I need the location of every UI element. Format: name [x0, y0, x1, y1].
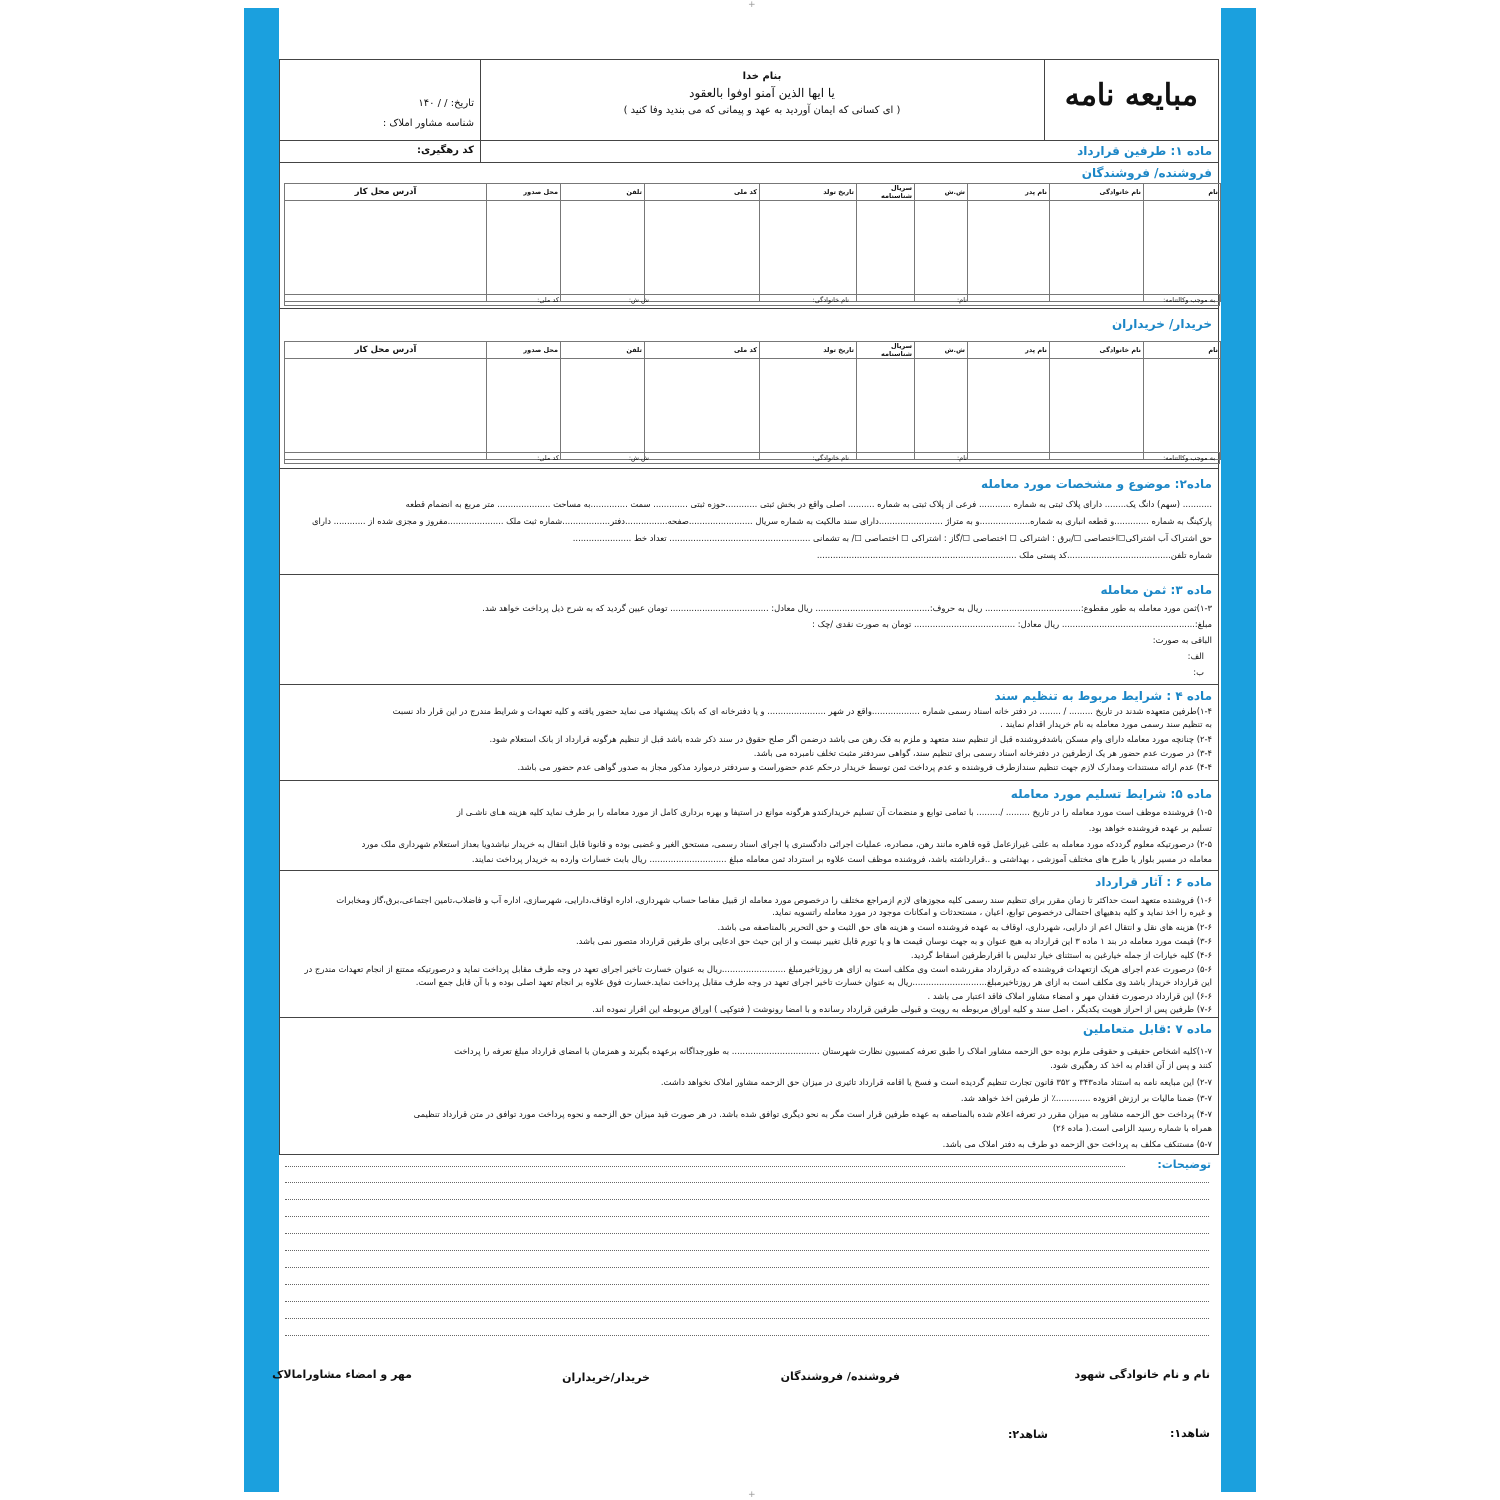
article6-line: ۴-۶) کلیه خیارات از جمله خیارغبن به استثنای خیار تدلیس با اقرارطرفین اسقاط گردید. [910, 950, 1212, 960]
article4-line: به تنظیم سند رسمی مورد معامله به نام خریدار اقدام نمایند . [1000, 719, 1212, 729]
article7-line: همراه با شماره رسید الزامی است.( ماده ۲۶) [1052, 1123, 1212, 1133]
article5-title: ماده ۵: شرایط تسلیم مورد معامله [1010, 787, 1212, 801]
article6-line: این قرارداد خریدار باشد وی مکلف است به ازای هر روزتاخیرمبلغ............................ریال به عنوان خسارت تاخیر اجرای تعهد در وجه طرف مقابل پرداخت نماید.خسارت فوق علاوه بر انجام تعهد اصلی بوده و با آن قابل جمع است. [415, 977, 1212, 987]
notes-line[interactable] [285, 1216, 1209, 1217]
tracking-row [279, 141, 1219, 163]
col-first-name: نام [1144, 342, 1221, 359]
witness1-field[interactable]: شاهد۱: [1169, 1427, 1210, 1440]
agent-national-code-label: کد ملی: [537, 454, 559, 462]
article2-line[interactable]: حق اشتراک آب اشتراکی☐اختصاصی ☐/برق : اشتراکی ☐ اختصاصی ☐/گاز : اشتراکی ☐ اختصاصی ☐/ به تشمانی ..................................................... تعداد خط ...................... [572, 533, 1212, 543]
article6-line: و غیره را اخذ نماید و کلیه بدهیهای احتمالی درخصوص توابع، اعیان ، مستحدثات و امکانات موجود در مورد معامله راتسویه نماید. [772, 907, 1212, 917]
agent-id-label: ش.ش: [628, 454, 649, 462]
buyers-section [279, 309, 1219, 469]
agent-family-label: نام خانوادگی: [812, 454, 849, 462]
article7-line: کنند و پس از آن اقدام به اخذ کد رهگیری شود. [1050, 1060, 1212, 1070]
seller-agent-row[interactable] [284, 294, 1220, 306]
col-id-serial: سریال شناسنامه [857, 342, 915, 359]
date-block [288, 94, 474, 134]
advisor-seal-label: مهر و امضاء مشاورامالاک [272, 1368, 412, 1381]
tracking-divider [480, 141, 481, 162]
contract-header [279, 59, 1219, 141]
advisor-id-field[interactable]: شناسه مشاور املاک : [382, 118, 474, 129]
col-phone: تلفن [561, 342, 645, 359]
agent-name-label: نام: [956, 296, 967, 304]
header-verse-block [480, 68, 1044, 119]
witness2-field[interactable]: شاهد۲: [1007, 1428, 1048, 1441]
col-work-address: آدرس محل کار [285, 184, 487, 201]
article4-line: ۱-۴)طرفین متعهده شدند در تاریخ ......... / ........ در دفتر خانه اسناد رسمی شماره ..................واقع در شهر ...................... و یا دفترخانه ای که بانک پیشنهاد می نماید حضور یافته و کلیه تعهدات و شرایط مندرج در این قرار داد نسبت [392, 706, 1212, 716]
notes-line[interactable] [285, 1284, 1209, 1285]
article7-section [279, 1018, 1219, 1155]
notes-label: توضیحات: [1157, 1158, 1211, 1171]
contract-page [279, 59, 1221, 1154]
buyers-title: خریدار/ خریداران [1111, 317, 1212, 331]
article7-line: ۴-۷) پرداخت حق الزحمه مشاور به میزان مقرر در تعرفه اعلام شده بالمناصفه به عهده طرفین قرار است مگر به نحو دیگری توافق شده باشد. در هر صورت قید میزان حق الزحمه و نحوه پرداخت مورد توافق در متن قرارداد تنظیمی [413, 1109, 1212, 1119]
article6-line: ۵-۶) درصورت عدم اجرای هریک ازتعهدات فروشنده که درقرارداد مقررشده است وی مکلف است به ازای هر روزتاخیرمبلغ ........................ریال به عنوان خسارت تاخیر اجرای تعهد در وجه طرف مقابل پرداخت نماید و درصورتیکه ممتنع از انجام تعهدات مندرج در [304, 964, 1212, 974]
buyer-signature-label: خریدار/خریداران [562, 1371, 650, 1384]
sellers-title: فروشنده/ فروشندگان [1081, 166, 1212, 180]
article4-line: ۴-۴) عدم ارائه مستندات ومدارک لازم جهت تنظیم سندازطرف فروشنده و عدم پرداخت ثمن توسط خریدار درحکم عدم حضوراست و سردفتر درموارد مذکور مجاز به صدور گواهی عدم حضور می باشد. [517, 762, 1212, 772]
article6-line: ۲-۶) هزینه های نقل و انتقال اعم از دارایی، شهرداری، اوقاف به عهده فروشنده است و هزینه های حق الثبت و حق التحریر بالمناصفه می باشد. [717, 922, 1212, 932]
crop-mark-bottom: + [748, 1490, 756, 1500]
article2-title: ماده۲: موضوع و مشخصات مورد معامله [981, 477, 1212, 491]
col-id-serial: سریال شناسنامه [857, 184, 915, 201]
article6-line: ۱-۶) فروشنده متعهد است حداکثر تا زمان مقرر برای تنظیم سند رسمی کلیه مجوزهای لازم ازمراجع مختلف را درخصوص مورد معامله از قبیل مفاصا حساب شهرداری، اداره اوقاف،دارایی، شهرسازی، اداره آب و فاضلاب،تامین اجتماعی،برق،گاز ومخابرات [336, 895, 1212, 905]
col-last-name: نام خانوادگی [1050, 342, 1144, 359]
col-issue-place: محل صدور [487, 342, 561, 359]
table-row[interactable] [285, 359, 1221, 460]
article5-section [279, 781, 1219, 871]
article3-line[interactable]: الف: [1187, 651, 1204, 661]
notes-line[interactable] [285, 1233, 1209, 1234]
col-id-number: ش.ش [915, 184, 968, 201]
agent-family-label: نام خانوادگی: [812, 296, 849, 304]
article7-line: ۵-۷) مستنکف مکلف به پرداخت حق الزحمه دو طرف به دفتر املاک می باشد. [942, 1139, 1212, 1149]
agent-national-code-label: کد ملی: [537, 296, 559, 304]
agent-power-of-attorney-label: به موجب وکالتنامه: [1163, 454, 1215, 462]
sellers-section [279, 163, 1219, 309]
col-national-code: کد ملی [645, 342, 760, 359]
col-work-address: آدرس محل کار [285, 342, 487, 359]
header-divider [1044, 60, 1045, 140]
table-row[interactable] [285, 201, 1221, 302]
col-id-number: ش.ش [915, 342, 968, 359]
article6-line: ۳-۶) قیمت مورد معامله در بند ۱ ماده ۳ این قرارداد به هیچ عنوان و به جهت نوسان قیمت ها و یا تورم قابل تغییر نیست و از این حیث حق ادعایی برای طرفین قرارداد متصور نمی باشد. [575, 936, 1212, 946]
article4-title: ماده ۴ : شرایط مربوط به تنظیم سند [994, 689, 1212, 703]
contract-title: مبایعه نامه [1064, 78, 1198, 113]
quran-verse: یا ایها الذین آمنو اوفوا بالعقود [689, 86, 835, 100]
article5-line: تسلیم بر عهده فروشنده خواهد بود. [1088, 823, 1212, 833]
buyer-agent-row[interactable] [284, 452, 1220, 464]
notes-line[interactable] [285, 1199, 1209, 1200]
left-blue-border [244, 8, 279, 1492]
basmala: بنام خدا [742, 71, 782, 82]
agent-name-label: نام: [956, 454, 967, 462]
article7-title: ماده ۷ :قابل متعاملین [1082, 1022, 1212, 1036]
buyers-table [284, 341, 1221, 460]
article1-title: ماده ۱: طرفین قرارداد [1077, 144, 1212, 158]
agent-power-of-attorney-label: به موجب وکالتنامه: [1163, 296, 1215, 304]
crop-mark-top: + [748, 0, 756, 10]
verse-translation: ( ای کسانی که ایمان آوردید به عهد و پیمانی که می بندید وفا کنید ) [623, 105, 901, 116]
article4-section [279, 685, 1219, 781]
date-field[interactable]: تاریخ: / / ۱۴۰ [418, 98, 474, 109]
notes-line[interactable] [285, 1267, 1209, 1268]
article3-section [279, 575, 1219, 685]
article7-line: ۳-۷) ضمنا مالیات بر ارزش افزوده .............٪ از طرفین اخذ خواهد شد. [960, 1093, 1212, 1103]
article6-section [279, 871, 1219, 1018]
article7-line: ۱-۷)کلیه اشخاص حقیقی و حقوقی ملزم بوده حق الزحمه مشاور املاک را طبق تعرفه کمسیون نظارت شهرستان ................................. به طورجداگانه برعهده بگیرند و همزمان با امضای قرارداد مبلغ تعرفه را پرداخت [454, 1046, 1212, 1056]
notes-line[interactable] [285, 1250, 1209, 1251]
sellers-table [284, 183, 1221, 302]
article2-line[interactable]: پارکینگ به شماره .............و قطعه انباری به شماره...................و به متراژ ........................دارای سند مالکیت به شماره سریال ........................صفحه................دفتر..................شماره ثبت ملک .....................مفروز و مجزی شده از ............ دارای [311, 516, 1212, 526]
col-father-name: نام پدر [968, 184, 1050, 201]
col-national-code: کد ملی [645, 184, 760, 201]
article7-line: ۲-۷) این مبایعه نامه به استناد ماده۳۴۳ و ۳۵۲ قانون تجارت تنظیم گردیده است و فسخ یا اقامه قرارداد تاثیری در میزان حق الزحمه مشاور املاک نخواهد داشت. [660, 1077, 1212, 1087]
agent-id-label: ش.ش: [628, 296, 649, 304]
article3-title: ماده ۳: ثمن معامله [1100, 583, 1212, 597]
col-phone: تلفن [561, 184, 645, 201]
col-birth-date: تاریخ تولد [760, 342, 857, 359]
tracking-code-field[interactable]: کد رهگیری: [416, 145, 474, 156]
article2-section [279, 469, 1219, 575]
article5-line: معامله در مسیر بلوار یا طرح های مختلف آموزشی ، بهداشتی و ..قرارداشته باشد، فروشنده موظف است علاوه بر استرداد ثمن معامله مبلغ ............................. ریال بابت خسارات وارده به خریدار پرداخت نمایند. [471, 854, 1212, 864]
notes-line[interactable] [285, 1301, 1209, 1302]
article3-line[interactable]: الباقی به صورت: [1152, 635, 1212, 645]
article3-line[interactable]: ب: [1193, 667, 1204, 677]
col-first-name: نام [1144, 184, 1221, 201]
notes-line[interactable] [285, 1318, 1209, 1319]
article4-line: ۲-۴) چنانچه مورد معامله دارای وام مسکن باشدفروشنده قبل از تنظیم سند متعهد و ملزم به فک رهن می باشد درضمن اگر صلح حقوق در سند ذکر شده باشد قبل از تنظیم هرگونه قرارداد از بانک استعلام شود. [489, 734, 1212, 744]
article4-line: ۳-۴) در صورت عدم حضور هر یک ازطرفین در دفترخانه اسناد رسمی برای تنظیم سند، گواهی سردفتر مثبت تخلف نامبرده می باشد. [753, 748, 1212, 758]
notes-line[interactable] [285, 1335, 1209, 1336]
col-last-name: نام خانوادگی [1050, 184, 1144, 201]
article2-line[interactable]: شماره تلفن.......................................کد پستی ملک ........................................................................... [816, 550, 1212, 560]
article5-line: ۲-۵) درصورتیکه معلوم گرددکه مورد معامله به علتی غیرازعامل قوه قاهره مانند رهن، مصادره، عملیات اجرائی دادگستری یا اجرای اسناد رسمی، مستحق الغیر و غضبی بوده و قانونا قابل انتقال به خریدار نباشدویا بعداز استعلام شهرداری ملک مورد [361, 839, 1212, 849]
article3-line[interactable]: مبلغ:.................................................. ریال معادل: ...................................... تومان به صورت نقدی /چک : [812, 619, 1212, 629]
col-issue-place: محل صدور [487, 184, 561, 201]
article6-title: ماده ۶ : آثار قرارداد [1095, 875, 1212, 889]
article5-line: ۱-۵) فروشنده موظف است مورد معامله را در تاریخ ......... /......... با تمامی توابع و منضمات آن تسلیم خریدارکندو هرگونه موانع در استیفا و بهره برداری کامل از مورد معامله را بر طرف نماید کلیه هزینه هـای ناشـی از [456, 807, 1212, 817]
notes-line[interactable] [285, 1166, 1125, 1167]
col-father-name: نام پدر [968, 342, 1050, 359]
article6-line: ۶-۶) این قرارداد درصورت فقدان مهر و امضاء مشاور املاک فاقد اعتبار می باشد . [927, 991, 1212, 1001]
witnesses-label: نام و نام خانوادگی شهود [1074, 1368, 1210, 1381]
seller-signature-label: فروشنده/ فروشندگان [780, 1370, 900, 1383]
notes-section [279, 1154, 1221, 1354]
col-birth-date: تاریخ تولد [760, 184, 857, 201]
article2-line[interactable]: ........... (سهم) دانگ یک........ دارای پلاک ثبتی به شماره ............ فرعی از پلاک ثبتی به شماره .......... اصلی واقع در بخش ثبتی ............حوزه ثبتی ............. سمت ..............به مساحت .................... متر مربع به انضمام قطعه [405, 499, 1212, 509]
right-blue-border [1221, 8, 1256, 1492]
article6-line: ۷-۶) طرفین پس از احراز هویت یکدیگر ، اصل سند و کلیه اوراق مربوطه به رویت و قبولی طرفین قرارداد رسانده و با امضا رونوشت ( فتوکپی ) اوراق مربوطه این اقرار نموده اند. [592, 1004, 1212, 1014]
article3-line[interactable]: ۱-۳)ثمن مورد معامله به طور مقطوع:.................................... ریال به حروف:........................................... ریال معادل: ..................................... تومان عیین گردید که به شرح ذیل پرداخت خواهد شد. [482, 603, 1212, 613]
notes-line[interactable] [285, 1182, 1209, 1183]
